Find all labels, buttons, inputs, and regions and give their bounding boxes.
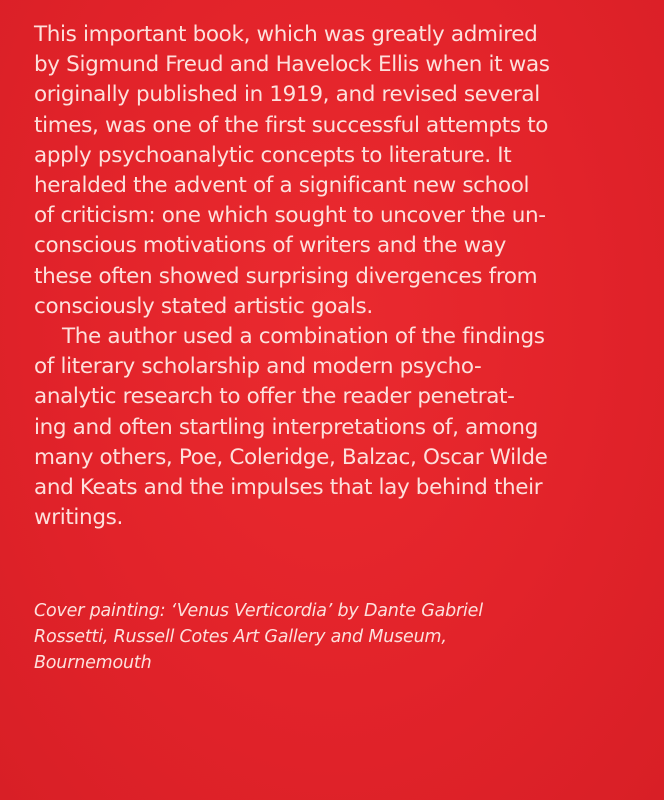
description-line: by Sigmund Freud and Havelock Ellis when it was bbox=[34, 52, 550, 78]
credit-line: Bournemouth bbox=[34, 653, 152, 673]
description-line: many others, Poe, Coleridge, Balzac, Oscar Wilde bbox=[34, 444, 548, 470]
description-paragraph-2 bbox=[34, 322, 636, 533]
cover-painting-credit bbox=[34, 598, 636, 676]
description-line: The author used a combination of the findings bbox=[62, 324, 545, 350]
description-line: these often showed surprising divergences from bbox=[34, 263, 538, 289]
description-line: writings. bbox=[34, 505, 123, 531]
description-line: This important book, which was greatly admired bbox=[34, 22, 538, 47]
credit-line: Rossetti, Russell Cotes Art Gallery and Museum, bbox=[34, 627, 447, 647]
description-line: of criticism: one which sought to uncover the un- bbox=[34, 203, 546, 229]
description-line: apply psychoanalytic concepts to literature. It bbox=[34, 142, 512, 168]
description-line: consciously stated artistic goals. bbox=[34, 293, 373, 319]
description-line: of literary scholarship and modern psycho- bbox=[34, 354, 482, 380]
description-paragraph-1 bbox=[34, 20, 636, 322]
description-line: originally published in 1919, and revised several bbox=[34, 82, 540, 108]
description-line: heralded the advent of a significant new school bbox=[34, 173, 530, 199]
description-line: times, was one of the first successful attempts to bbox=[34, 112, 549, 138]
description-line: conscious motivations of writers and the way bbox=[34, 233, 507, 259]
credit-line: Cover painting: ‘Venus Verticordia’ by Dante Gabriel bbox=[34, 601, 483, 621]
description-line: and Keats and the impulses that lay behind their bbox=[34, 475, 543, 501]
description-line: ing and often startling interpretations of, among bbox=[34, 414, 538, 440]
book-description bbox=[34, 20, 636, 533]
description-line: analytic research to offer the reader penetrat- bbox=[34, 384, 515, 410]
